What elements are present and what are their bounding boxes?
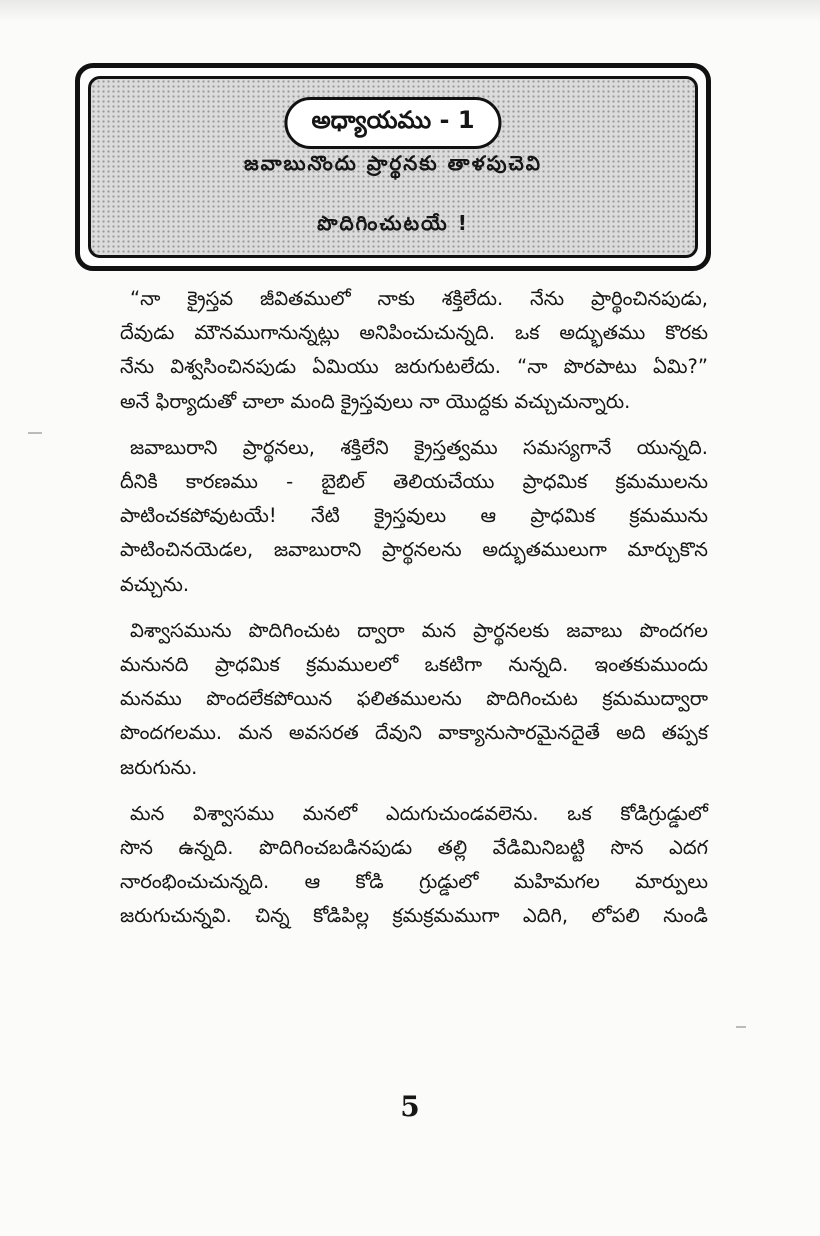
scan-speck <box>28 432 42 434</box>
paragraph-2-line-3: పాటించకపోవుటయే! నేటి క్రైస్తవులు ఆ ప్రాధమిక క్రమమును <box>120 504 708 528</box>
page-number: 5 <box>400 1090 420 1123</box>
paragraph-2-line-5: వచ్చును. <box>120 572 190 596</box>
paragraph-3-line-3: మనము పొందలేకపోయిన ఫలితములను పొదిగించుట క్రమముద్వారా <box>120 687 708 711</box>
paragraph-1-line-2: దేవుడు మౌనముగానున్నట్లు అనిపించుచున్నది. ఒక అద్భుతము కొరకు <box>120 321 708 345</box>
paragraph-2-line-2: దీనికి కారణము - బైబిల్ తెలియచేయు ప్రాధమిక క్రమములను <box>120 470 708 494</box>
paragraph-4-line-1: మన విశ్వాసము మనలో ఎదుగుచుండవలెను. ఒక కోడిగ్రుడ్డులో <box>130 801 708 825</box>
paragraph-4-line-2: సొన ఉన్నది. పొదిగించబడినపుడు తల్లి వేడిమినిబట్టి సొన ఎదగ <box>120 836 708 860</box>
paragraph-3-line-4: పొందగలము. మన అవసరత దేవుని వాక్యానుసారమైనదైతే అది తప్పక <box>120 721 708 745</box>
paragraph-4-line-3: నారంభించుచున్నది. ఆ కోడి గ్రుడ్డులో మహిమగల మార్పులు <box>120 870 708 894</box>
paragraph-2-line-4: పాటించినయెడల, జవాబురాని ప్రార్థనలను అద్భుతములుగా మార్చుకొన <box>120 538 708 562</box>
chapter-header-inner <box>88 76 698 258</box>
body-text <box>120 282 708 934</box>
chapter-label: అధ్యాయము - 1 <box>284 97 501 149</box>
page-top-shadow <box>0 0 820 22</box>
paragraph-1-line-4: అనే ఫిర్యాదుతో చాలా మంది క్రైస్తవులు నా యొద్దకు వచ్చుచున్నారు. <box>120 389 631 413</box>
paragraph-1-line-3: నేను విశ్వసించినపుడు ఏమియు జరుగుటలేదు. “నా పొరపాటు ఏమి?” <box>120 355 708 379</box>
paragraph-2-line-1: జవాబురాని ప్రార్థనలు, శక్తిలేని క్రైస్తత్వము సమస్యగానే యున్నది. <box>130 435 708 459</box>
paragraph-3-line-2: మనునది ప్రాధమిక క్రమములలో ఒకటిగా నున్నది. ఇంతకుముందు <box>120 653 708 677</box>
paragraph-3-line-5: జరుగును. <box>120 755 198 779</box>
scan-speck <box>736 1026 746 1028</box>
chapter-title-line-2: పొదిగించుటయే ! <box>317 211 469 235</box>
chapter-header-box <box>75 63 711 271</box>
paragraph-1-line-1: “నా క్రైస్తవ జీవితములో నాకు శక్తిలేదు. నేను ప్రార్థించినపుడు, <box>130 287 708 310</box>
paragraph-4-line-4: జరుగుచున్నవి. చిన్న కోడిపిల్ల క్రమక్రమముగా ఎదిగి, లోపలి నుండి <box>120 904 708 928</box>
paragraph-3-line-1: విశ్వాసమును పొదిగించుట ద్వారా మన ప్రార్థనలకు జవాబు పొందగల <box>130 618 708 642</box>
chapter-title-line-1: జవాబునొందు ప్రార్థనకు తాళపుచెవి <box>244 151 542 175</box>
